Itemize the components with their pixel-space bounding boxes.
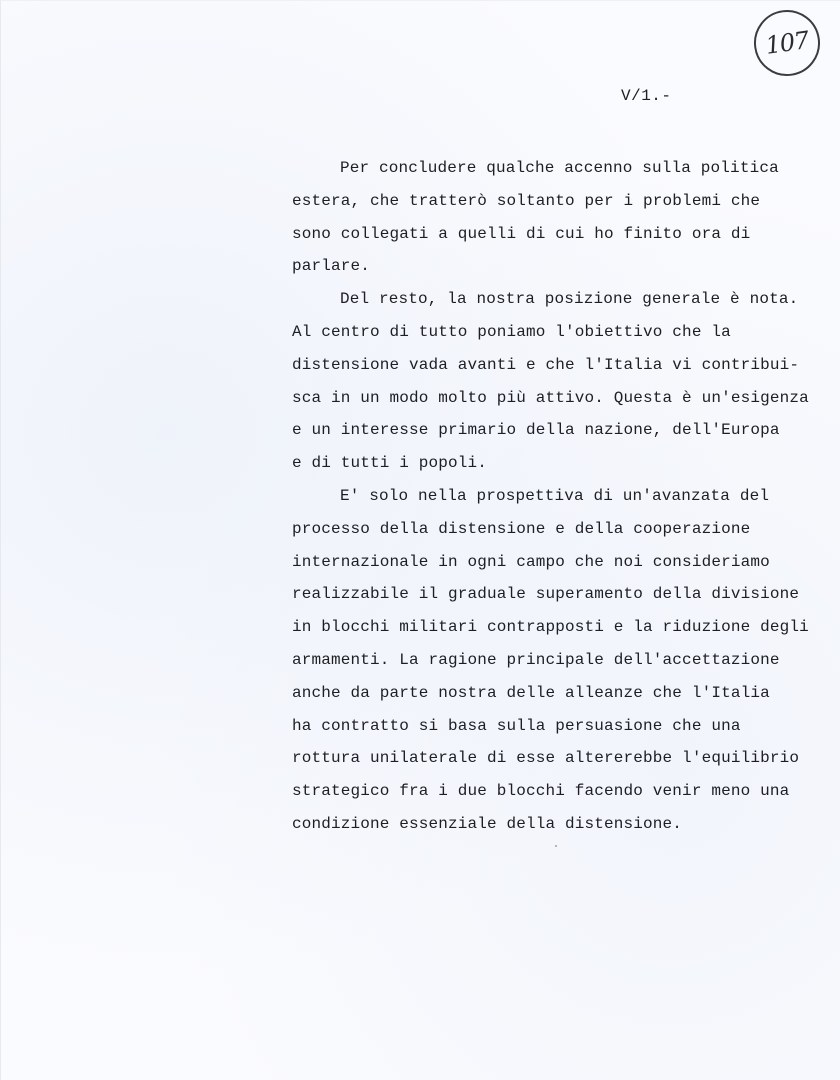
paragraph-3-line-11: condizione essenziale della distensione. [292, 814, 683, 833]
paragraph-3-line-3: internazionale in ogni campo che noi consideriamo [292, 552, 770, 571]
stamp-number: 107 [763, 26, 811, 60]
paragraph-3-line-9: rottura unilaterale di esse altererebbe l'equilibrio [292, 749, 800, 768]
paragraph-3-line-10: strategico fra i due blocchi facendo venir meno una [292, 782, 790, 801]
paragraph-2-line-1: Del resto, la nostra posizione generale è nota. [340, 290, 799, 309]
paragraph-2-line-5: e un interesse primario della nazione, dell'Europa [292, 421, 780, 440]
paragraph-3-line-7: anche da parte nostra delle alleanze che l'Italia [292, 683, 770, 702]
paragraph-2-line-2: Al centro di tutto poniamo l'obiettivo che la [292, 322, 731, 341]
paragraph-1-line-2: estera, che tratterò soltanto per i problemi che [292, 191, 761, 210]
paragraph-3-line-1: E' solo nella prospettiva di un'avanzata del [340, 486, 770, 505]
page-number-stamp [750, 6, 825, 81]
paragraph-3-line-6: armamenti. La ragione principale dell'accettazione [292, 650, 780, 669]
paragraph-3-line-5: in blocchi militari contrapposti e la riduzione degli [292, 618, 809, 637]
paragraph-2-line-4: sca in un modo molto più attivo. Questa è un'esigenza [292, 388, 809, 407]
body-text [292, 152, 822, 841]
paragraph-3-line-4: realizzabile il graduale superamento della divisione [292, 585, 800, 604]
paragraph-1-line-3: sono collegati a quelli di cui ho finito ora di [292, 224, 751, 243]
page-reference: V/1.- [621, 87, 672, 105]
paragraph-2-line-6: e di tutti i popoli. [292, 454, 488, 473]
paper-speck [555, 845, 557, 847]
paragraph-3-line-8: ha contratto si basa sulla persuasione che una [292, 716, 741, 735]
paragraph-1-line-1: Per concludere qualche accenno sulla politica [340, 159, 779, 177]
paragraph-1-line-4: parlare. [292, 257, 371, 276]
paragraph-3-line-2: processo della distensione e della cooperazione [292, 519, 751, 538]
paragraph-2-line-3: distensione vada avanti e che l'Italia vi contribui- [292, 355, 800, 374]
